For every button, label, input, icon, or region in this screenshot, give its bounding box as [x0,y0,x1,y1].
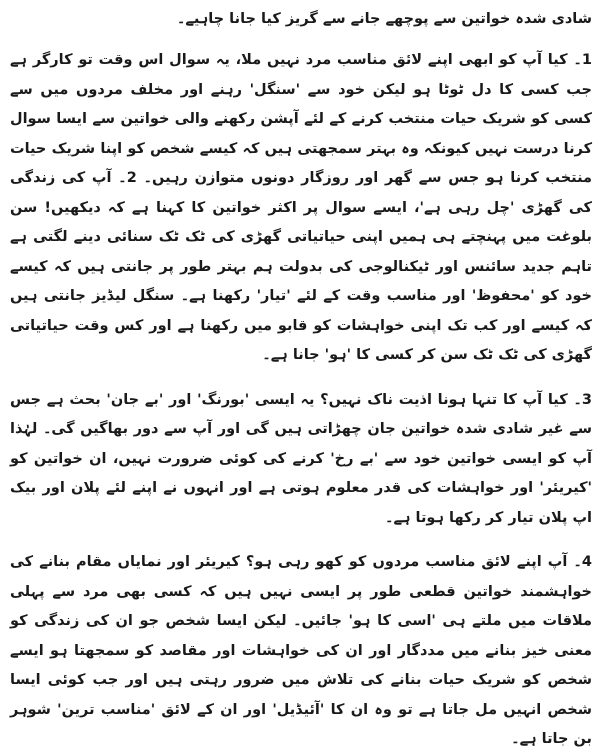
paragraph-1: 1۔ کیا آپ کو ابھی اپنے لائق مناسب مرد نہیں ملا، یہ سوال اس وقت تو کارگر ہے جب کسی کا دل ٹوٹا ہو لیکن خود سے 'سنگل' رہنے اور مخلف مردوں میں سے کسی کو شریک حیات منتخب کرنے کے لئے آپشن رکھنے والی خواتین سے ایسا سوال کرنا درست نہیں کیونکہ وہ بہتر سمجھتی ہیں کہ کیسے شخص کو اپنا شریک حیات منتخب کرنا ہو جس سے گھر اور روزگار دونوں متوازن رہیں۔ 2۔ آپ کی زندگی کی گھڑی 'چل رہی ہے'، ایسے سوال پر اکثر خواتین کا کہنا ہے کہ دیکھیں! سن بلوغت میں پہنچتے ہی ہمیں اپنی حیاتیاتی گھڑی کی ٹک ٹک سنائی دینے لگتی ہے تاہم جدید سائنس اور ٹیکنالوجی کی بدولت ہم بہتر طور پر جانتی ہیں کہ کیسے خود کو 'محفوظ' اور مناسب وقت کے لئے 'تیار' رکھنا ہے۔ سنگل لیڈیز جانتی ہیں کہ کیسے اور کب تک اپنی خواہشات کو قابو میں رکھنا ہے اور کس وقت حیاتیاتی گھڑی کی ٹک ٹک سن کر کسی کا 'ہو' جانا ہے۔ [10,52,592,363]
paragraph-2: 3۔ کیا آپ کا تنہا ہونا اذیت ناک نہیں؟ یہ ایسی 'بورنگ' اور 'بے جان' بحث ہے جس سے غیر شادی شدہ خواتین جان چھڑاتی ہیں گی اور آپ سے دور بھاگیں گی۔ لہٰذا آپ کو ایسی خواتین خود سے 'بے رخ' کرنے کی کوئی ضرورت نہیں، ان خواتین کو 'کیریئر' اور خواہشات کی قدر معلوم ہوتی ہے اور انہوں نے اپنے لئے پلان اور بیک اپ پلان تیار کر رکھا ہوتا ہے۔ [10,391,592,526]
article-body [10,6,592,747]
article-heading: شادی شدہ خواتین سے پوچھے جانے سے گریز کیا جانا چاہیے۔ [176,11,592,27]
paragraph-3: 4۔ آپ اپنے لائق مناسب مردوں کو کھو رہی ہو؟ کیریئر اور نمایاں مقام بنانے کی خواہشمند خواتین قطعی طور پر ایسی نہیں ہیں کہ کسی بھی مرد سے پہلی ملاقات میں ملتے ہی 'اسی کا ہو' جائیں۔ لیکن ایسا شخص جو ان کی زندگی کو معنی خیز بنانے میں مددگار اور ان کی خواہشات اور مقاصد کو سمجھتا ہو ایسے شخص کو شریک حیات بنانے کی تلاش میں ضرور رہتی ہیں اور جب کوئی ایسا شخص انہیں مل جاتا ہے تو وہ ان کا 'آئیڈیل' اور ان کے لائق 'مناسب ترین' شوہر بن جاتا ہے۔ [10,554,592,747]
